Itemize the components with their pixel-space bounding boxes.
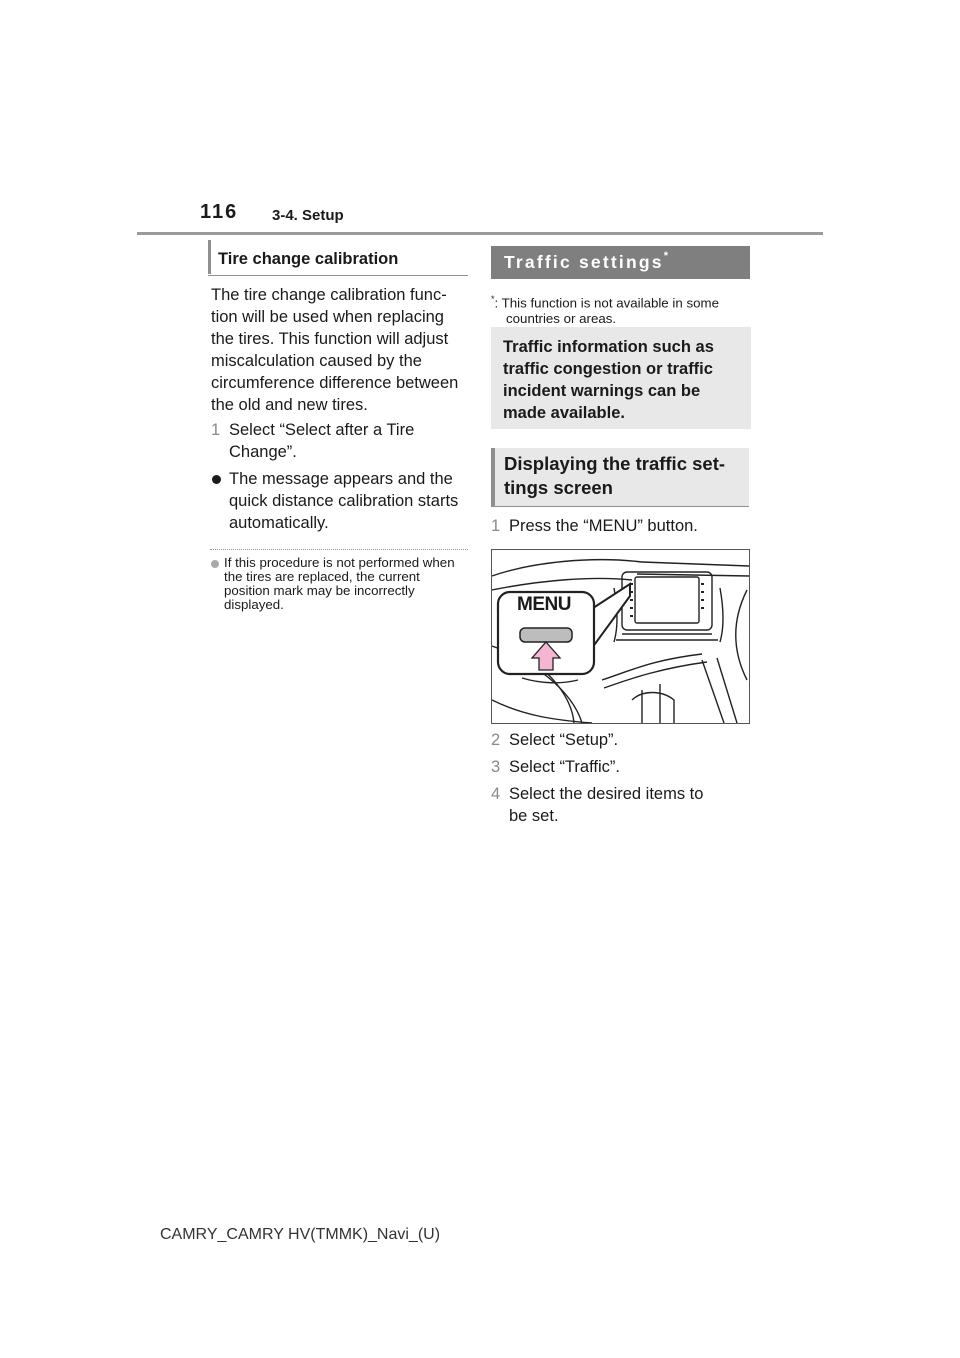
display-traffic-heading — [491, 448, 749, 507]
step-number: 1 — [491, 517, 501, 535]
step-number: 3 — [491, 758, 501, 776]
banner-title-text: Traffic settings — [504, 252, 664, 272]
bullet-dot-icon — [212, 475, 221, 484]
step-number: 2 — [491, 731, 501, 749]
heading-underline — [491, 506, 749, 507]
right-step-4 — [491, 783, 753, 829]
footnote-text — [491, 291, 753, 327]
footnote-body: : This function is not available in some countries or areas. — [494, 295, 719, 327]
left-step-1 — [211, 419, 469, 465]
step-text: Select “Setup”. — [509, 731, 619, 749]
note-text: If this procedure is not performed when the tires are replaced, the current position mark may be incorrectly displayed. — [224, 555, 455, 612]
step-text: Press the “MENU” button. — [509, 517, 698, 535]
right-step-1 — [491, 515, 753, 537]
step-text: Select the desired items to be set. — [509, 785, 704, 825]
banner-asterisk: * — [663, 250, 668, 263]
info-text: Traffic information such as traffic congestion or traffic incident warnings can be made available. — [503, 338, 714, 422]
heading-accent-bar — [208, 240, 211, 274]
heading-text: Tire change calibration — [218, 250, 399, 268]
footnote-asterisk: * — [491, 294, 495, 304]
header-divider — [137, 232, 823, 235]
menu-label: MENU — [517, 594, 571, 615]
tire-change-heading — [208, 240, 468, 276]
intro-paragraph: The tire change calibration func-tion will be used when replacing the tires. This function will adjust miscalculation caused by the circumference difference between the old and new tires. — [211, 286, 459, 414]
footer-model-label: CAMRY_CAMRY HV(TMMK)_Navi_(U) — [160, 1226, 441, 1243]
info-box — [491, 327, 751, 429]
step-text: Select “Traffic”. — [509, 758, 620, 776]
dashboard-drawing — [492, 550, 749, 723]
footnote — [491, 291, 753, 327]
heading-accent-bar — [491, 448, 495, 507]
menu-button-illustration — [491, 549, 750, 724]
note-bullet-icon — [211, 560, 219, 568]
step-text: Select “Select after a Tire Change”. — [229, 421, 415, 461]
heading-text: Displaying the traffic set-tings screen — [504, 453, 726, 498]
heading-underline — [208, 275, 468, 276]
right-step-3 — [491, 756, 753, 778]
step-number: 4 — [491, 785, 501, 803]
right-step-2 — [491, 729, 753, 751]
banner-title — [504, 252, 668, 273]
section-title: 3-4. Setup — [272, 207, 344, 224]
note-divider — [210, 549, 468, 550]
step-number: 1 — [211, 421, 221, 439]
traffic-settings-banner — [491, 246, 750, 279]
page-number: 116 — [200, 201, 239, 223]
bullet-text: The message appears and the quick distance calibration starts automatically. — [229, 470, 459, 532]
